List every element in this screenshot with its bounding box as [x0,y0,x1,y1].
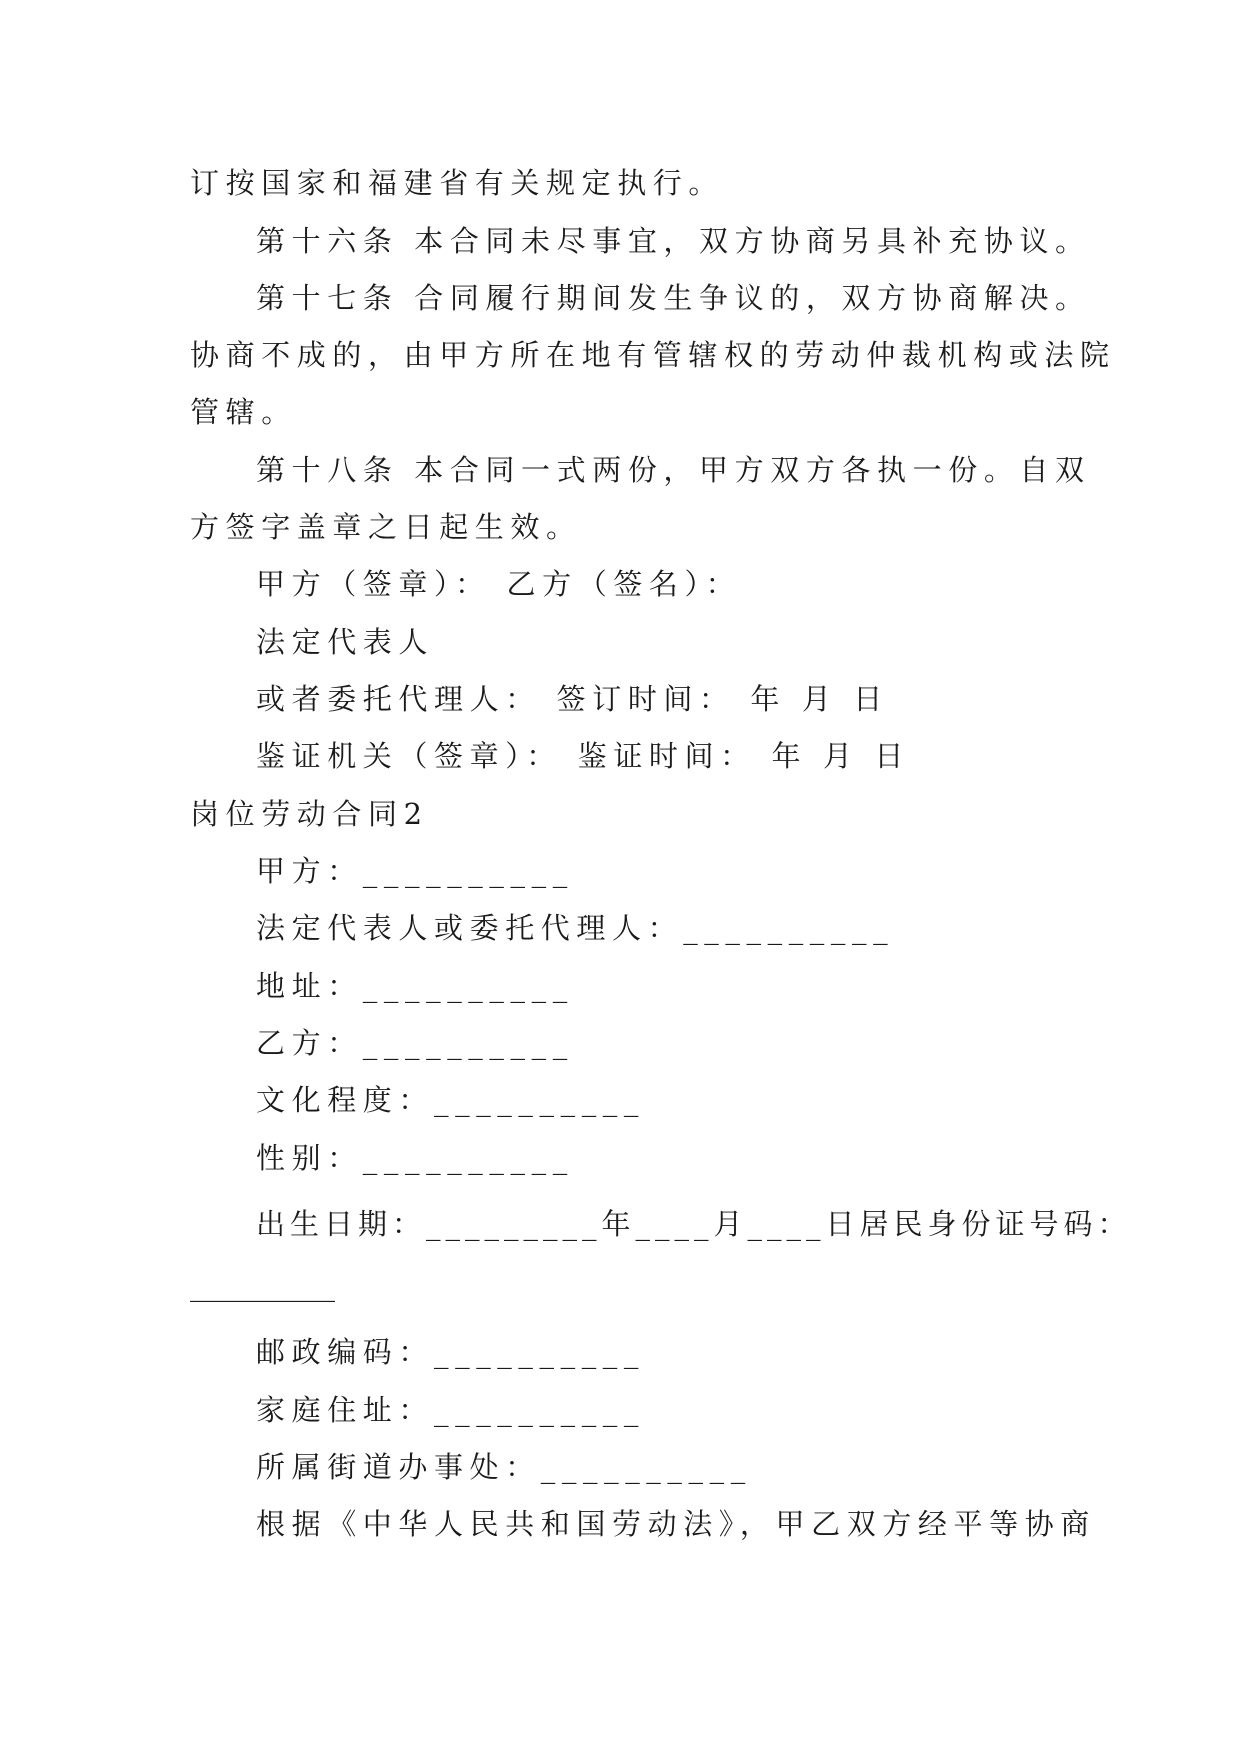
education-field: 文化程度：__________ [256,1083,646,1117]
address-field: 地址：__________ [256,969,574,1003]
subdistrict-office-field: 所属街道办事处：__________ [256,1450,752,1484]
section-heading: 岗位劳动合同2 [190,797,429,831]
authentication-line: 鉴证机关（签章）： 鉴证时间： 年 月 日 [256,739,910,773]
party-a-field: 甲方：__________ [256,854,574,888]
article-17: 第十七条 合同履行期间发生争议的，双方协商解决。 [256,281,1091,315]
paragraph-line: 协商不成的，由甲方所在地有管辖权的劳动仲裁机构或法院 [190,338,1116,372]
postcode-field: 邮政编码：__________ [256,1335,646,1369]
representative-field: 法定代表人或委托代理人：__________ [256,911,895,945]
agent-sign-date-line: 或者委托代理人： 签订时间： 年 月 日 [256,682,889,716]
legal-representative-line: 法定代表人 [256,625,435,659]
paragraph-line: 根据《中华人民共和国劳动法》，甲乙双方经平等协商 [256,1507,1096,1541]
paragraph-line: 订按国家和福建省有关规定执行。 [190,166,725,200]
article-16: 第十六条 本合同未尽事宜，双方协商另具补充协议。 [256,224,1091,258]
paragraph-line: 管辖。 [190,395,297,429]
signature-line-parties: 甲方（签章）： 乙方（签名）： [256,567,742,601]
paragraph-line: 方签字盖章之日起生效。 [190,510,582,544]
party-b-field: 乙方：__________ [256,1026,574,1060]
gender-field: 性别：__________ [256,1141,574,1175]
article-18: 第十八条 本合同一式两份，甲方双方各执一份。自双 [256,453,1091,487]
id-number-blank: __________ [190,1268,335,1302]
birthdate-id-field: 出生日期：_________年____月____日居民身份证号码： [256,1207,1132,1241]
home-address-field: 家庭住址：__________ [256,1393,646,1427]
